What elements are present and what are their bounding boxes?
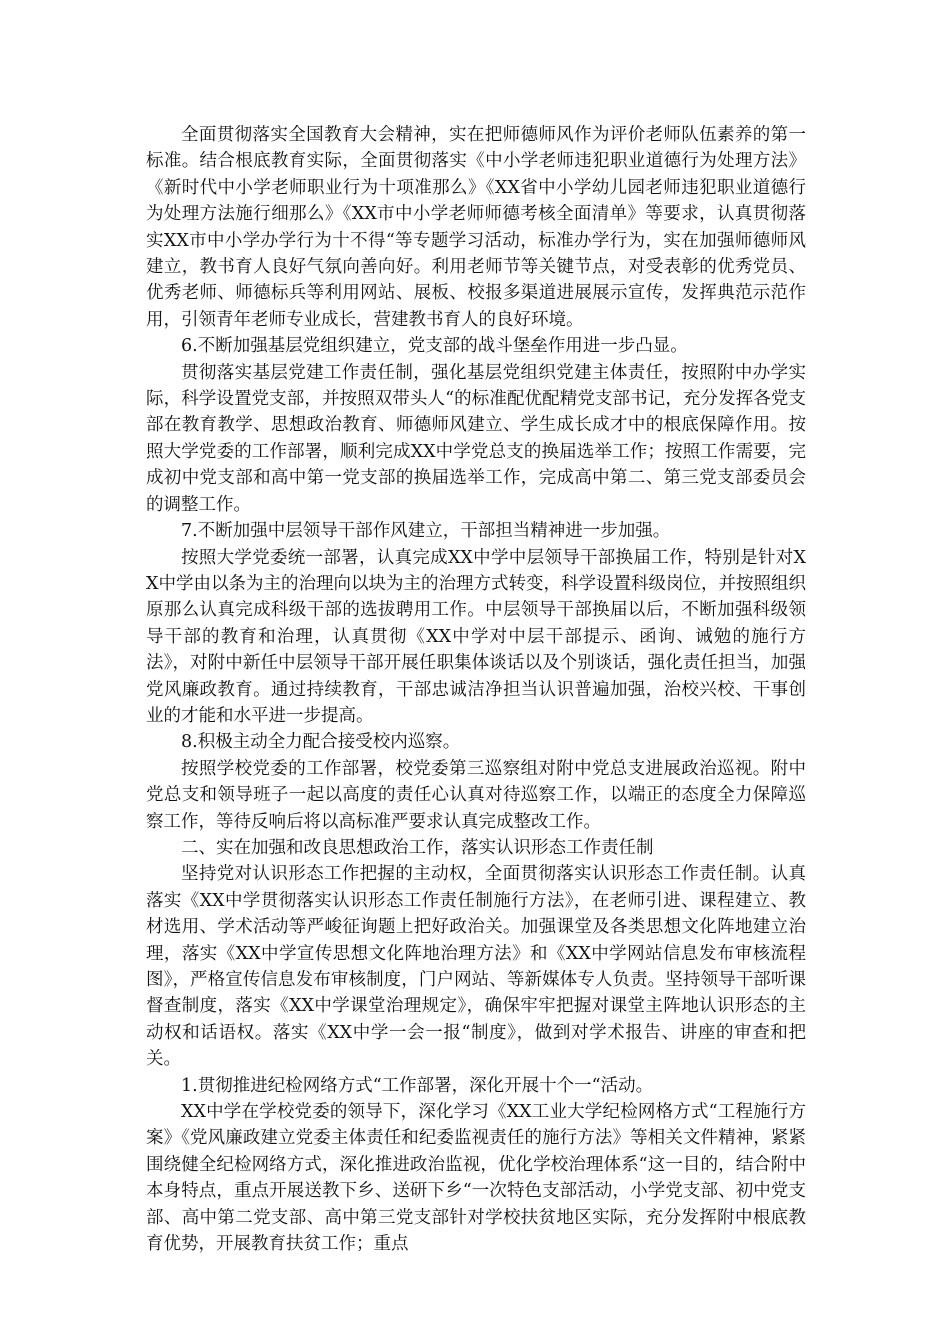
heading-inspection: 8.积极主动全力配合接受校内巡察。	[181, 732, 461, 753]
document-body	[146, 122, 806, 1257]
heading-party-branch: 6.不断加强基层党组织建立，党支部的战斗堡垒作用进一步凸显。	[181, 336, 688, 357]
heading-middle-cadres: 7.不断加强中层领导干部作风建立，干部担当精神进一步加强。	[181, 521, 671, 542]
paragraph-ideology-work: 坚持党对认识形态工作把握的主动权，全面贯彻落实认识形态工作责任制。认真落实《XX中学贯彻落实认识形态工作责任制施行方法》，在老师引进、课程建立、教材选用、学术活动等严峻征询题上把好政治关。加强课堂及各类思想文化阵地建立治理，落实《XX中学宣传思想文化阵地治理方法》和《XX中学网站信息发布审核流程图》，严格宣传信息发布审核制度，门户网站、等新媒体专人负责。坚持领导干部听课督查制度，落实《XX中学课堂治理规定》，确保牢牢把握对课堂主阵地认识形态的主动权和话语权。落实《XX中学一会一报“制度》，做到对学术报告、讲座的审查和把关。	[146, 864, 806, 1070]
paragraph-inspection: 按照学校党委的工作部署，校党委第三巡察组对附中党总支进展政治巡视。附中党总支和领导班子一起以高度的责任心认真对待巡察工作，以端正的态度全力保障巡察工作，等待反响后将以高标准严要求认真完成整改工作。	[146, 758, 806, 832]
heading-ideology-work: 二、实在加强和改良思想政治工作，落实认识形态工作责任制	[181, 837, 654, 858]
paragraph-party-branch: 贯彻落实基层党建工作责任制，强化基层党组织党建主体责任，按照附中办学实际，科学设置党支部，并按照双带头人“的标准配优配精党支部书记，充分发挥各党支部在教育教学、思想政治教育、师德师风建立、学生成长成才中的根底保障作用。按照大学党委的工作部署，顺利完成XX中学党总支的换届选举工作；按照工作需要，完成初中党支部和高中第一党支部的换届选举工作，完成高中第二、第三党支部委员会的调整工作。	[146, 362, 806, 515]
paragraph-middle-cadres: 按照大学党委统一部署，认真完成XX中学中层领导干部换届工作，特别是针对XX中学由以条为主的治理向以块为主的治理方式转变，科学设置科级岗位，并按照组织原那么认真完成科级干部的选拔聘用工作。中层领导干部换届以后，不断加强科级领导干部的教育和治理，认真贯彻《XX中学对中层干部提示、函询、诫勉的施行方法》，对附中新任中层领导干部开展任职集体谈话以及个别谈话，强化责任担当，加强党风廉政教育。通过持续教育，干部忠诚洁净担当认识普遍加强，治校兴校、干事创业的才能和水平进一步提高。	[146, 547, 806, 726]
paragraph-discipline-network: XX中学在学校党委的领导下，深化学习《XX工业大学纪检网格方式“工程施行方案》《党风廉政建立党委主体责任和纪委监视责任的施行方法》等相关文件精神，紧紧围绕健全纪检网络方式，深化推进政治监视，优化学校治理体系“这一目的，结合附中本身特点，重点开展送教下乡、送研下乡“一次特色支部活动，小学党支部、初中党支部、高中第二党支部、高中第三党支部针对学校扶贫地区实际，充分发挥附中根底教育优势，开展教育扶贫工作；重点	[146, 1102, 806, 1255]
heading-discipline-network: 1.贯彻推进纪检网络方式“工作部署，深化开展十个一“活动。	[181, 1075, 654, 1096]
paragraph-teacher-ethics: 全面贯彻落实全国教育大会精神，实在把师德师风作为评价老师队伍素养的第一标准。结合根底教育实际，全面贯彻落实《中小学老师违犯职业道德行为处理方法》《新时代中小学老师职业行为十项准那么》《XX省中小学幼儿园老师违犯职业道德行为处理方法施行细那么》《XX市中小学老师师德考核全面清单》等要求，认真贯彻落实XX市中小学办学行为十不得“等专题学习活动，标准办学行为，实在加强师德师风建立，教书育人良好气氛向善向好。利用老师节等关键节点，对受表彰的优秀党员、优秀老师、师德标兵等利用网站、展板、校报多渠道进展展示宣传，发挥典范示范作用，引领青年老师专业成长，营建教书育人的良好环境。	[146, 125, 806, 330]
